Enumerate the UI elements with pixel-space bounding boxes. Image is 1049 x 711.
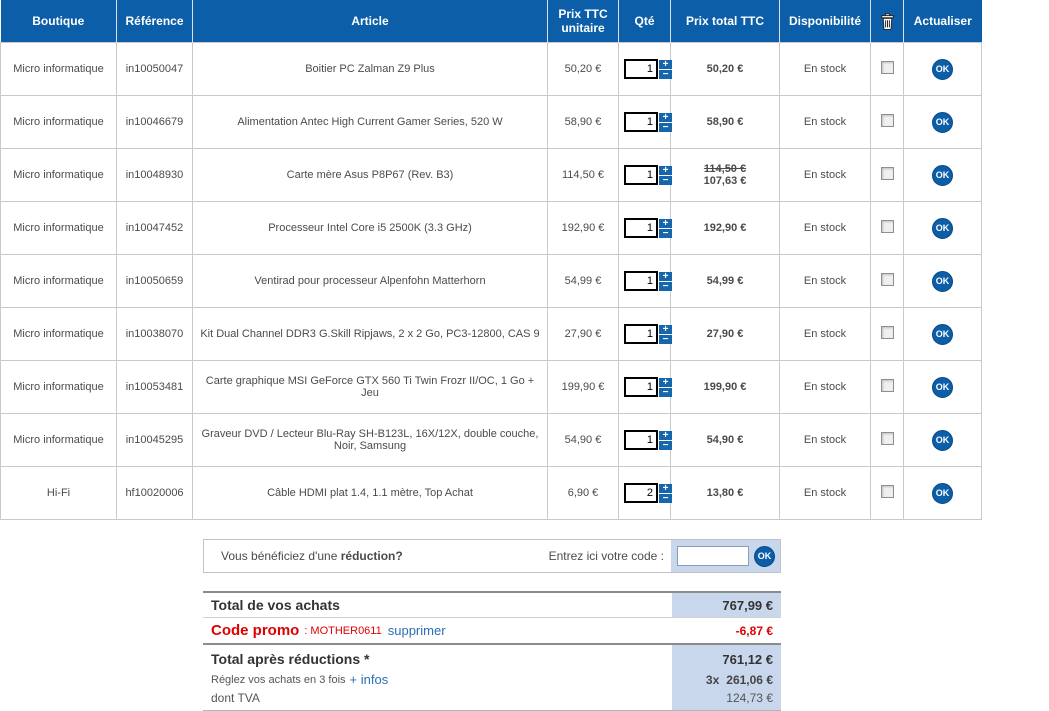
column-header-article: Article bbox=[193, 0, 548, 43]
table-row bbox=[1, 414, 982, 467]
qty-increase-button[interactable]: + bbox=[659, 219, 672, 228]
qty-input[interactable] bbox=[624, 59, 658, 79]
qty-cell bbox=[619, 43, 671, 96]
table-row bbox=[1, 308, 982, 361]
installments-text: Réglez vos achats en 3 fois bbox=[211, 673, 346, 686]
table-row bbox=[1, 255, 982, 308]
unit-price-cell: 199,90 € bbox=[548, 361, 619, 414]
delete-checkbox[interactable] bbox=[881, 379, 894, 392]
qty-cell bbox=[619, 414, 671, 467]
qty-increase-button[interactable]: + bbox=[659, 431, 672, 440]
total-price-cell: 13,80 € bbox=[671, 467, 780, 520]
installments-multiplier: 3x bbox=[705, 672, 720, 687]
qty-decrease-button[interactable]: − bbox=[659, 229, 672, 238]
qty-stepper bbox=[624, 112, 672, 132]
boutique-cell: Micro informatique bbox=[1, 361, 117, 414]
article-cell: Câble HDMI plat 1.4, 1.1 mètre, Top Achat bbox=[193, 467, 548, 520]
qty-decrease-button[interactable]: − bbox=[659, 70, 672, 79]
coupon-question bbox=[204, 540, 671, 572]
article-cell: Kit Dual Channel DDR3 G.Skill Ripjaws, 2 x 2 Go, PC3-12800, CAS 9 bbox=[193, 308, 548, 361]
availability-cell: En stock bbox=[780, 414, 871, 467]
unit-price-cell: 54,99 € bbox=[548, 255, 619, 308]
article-cell: Graveur DVD / Lecteur Blu-Ray SH-B123L, 16X/12X, double couche, Noir, Samsung bbox=[193, 414, 548, 467]
delete-cell bbox=[871, 96, 904, 149]
availability-cell: En stock bbox=[780, 149, 871, 202]
vat-value: 124,73 € bbox=[726, 691, 773, 705]
total-price-cell: 54,99 € bbox=[671, 255, 780, 308]
after-discount-labels bbox=[203, 645, 672, 710]
delete-cell bbox=[871, 467, 904, 520]
availability-cell: En stock bbox=[780, 308, 871, 361]
refresh-ok-button[interactable]: OK bbox=[932, 430, 953, 451]
delete-checkbox[interactable] bbox=[881, 485, 894, 498]
boutique-cell: Micro informatique bbox=[1, 255, 117, 308]
table-row bbox=[1, 361, 982, 414]
delete-checkbox[interactable] bbox=[881, 61, 894, 74]
refresh-cell bbox=[904, 255, 982, 308]
after-discount-label: Total après réductions * bbox=[211, 651, 370, 667]
promo-line bbox=[203, 618, 672, 643]
article-cell: Boitier PC Zalman Z9 Plus bbox=[193, 43, 548, 96]
delete-cell bbox=[871, 361, 904, 414]
total-label: Total de vos achats bbox=[211, 597, 340, 613]
delete-checkbox[interactable] bbox=[881, 167, 894, 180]
refresh-cell bbox=[904, 361, 982, 414]
qty-input[interactable] bbox=[624, 324, 658, 344]
delete-checkbox[interactable] bbox=[881, 273, 894, 286]
total-value: 767,99 € bbox=[672, 593, 781, 617]
refresh-ok-button[interactable]: OK bbox=[932, 377, 953, 398]
total-price-cell: 54,90 € bbox=[671, 414, 780, 467]
total-price-cell bbox=[671, 149, 780, 202]
refresh-ok-button[interactable]: OK bbox=[932, 483, 953, 504]
refresh-cell bbox=[904, 96, 982, 149]
delete-cell bbox=[871, 202, 904, 255]
installments-line bbox=[211, 670, 664, 689]
after-discount-value: 761,12 € bbox=[722, 651, 773, 667]
reference-cell: in10050659 bbox=[117, 255, 193, 308]
boutique-cell: Micro informatique bbox=[1, 96, 117, 149]
after-discount-block bbox=[203, 645, 781, 710]
qty-increase-button[interactable]: + bbox=[659, 484, 672, 493]
column-header-total-price: Prix total TTC bbox=[671, 0, 780, 43]
coupon-entry-zone bbox=[671, 540, 780, 572]
refresh-ok-button[interactable]: OK bbox=[932, 165, 953, 186]
qty-cell bbox=[619, 255, 671, 308]
article-cell: Carte mère Asus P8P67 (Rev. B3) bbox=[193, 149, 548, 202]
qty-increase-button[interactable]: + bbox=[659, 113, 672, 122]
delete-cell bbox=[871, 308, 904, 361]
boutique-cell: Hi-Fi bbox=[1, 467, 117, 520]
qty-input[interactable] bbox=[624, 112, 658, 132]
qty-decrease-button[interactable]: − bbox=[659, 494, 672, 503]
coupon-question-text bbox=[221, 549, 403, 563]
refresh-ok-button[interactable]: OK bbox=[932, 218, 953, 239]
unit-price-cell: 114,50 € bbox=[548, 149, 619, 202]
qty-stepper bbox=[624, 165, 672, 185]
delete-cell bbox=[871, 43, 904, 96]
unit-price-cell: 54,90 € bbox=[548, 414, 619, 467]
refresh-cell bbox=[904, 43, 982, 96]
after-discount-values bbox=[672, 645, 781, 710]
unit-price-cell: 58,90 € bbox=[548, 96, 619, 149]
installments-amount: 261,06 € bbox=[726, 672, 773, 687]
coupon-question-prefix: Vous bénéficiez d'une bbox=[221, 549, 341, 563]
column-header-qty: Qté bbox=[619, 0, 671, 43]
article-cell: Processeur Intel Core i5 2500K (3.3 GHz) bbox=[193, 202, 548, 255]
qty-increase-button[interactable]: + bbox=[659, 272, 672, 281]
qty-increase-button[interactable]: + bbox=[659, 166, 672, 175]
coupon-code-label: Entrez ici votre code : bbox=[548, 549, 664, 563]
promo-remove-link[interactable]: supprimer bbox=[387, 623, 446, 638]
reference-cell: in10047452 bbox=[117, 202, 193, 255]
qty-increase-button[interactable]: + bbox=[659, 60, 672, 69]
refresh-ok-button[interactable]: OK bbox=[932, 59, 953, 80]
qty-cell bbox=[619, 96, 671, 149]
qty-decrease-button[interactable]: − bbox=[659, 441, 672, 450]
qty-decrease-button[interactable]: − bbox=[659, 123, 672, 132]
qty-stepper bbox=[624, 59, 672, 79]
qty-stepper bbox=[624, 430, 672, 450]
article-cell: Carte graphique MSI GeForce GTX 560 Ti Twin Frozr II/OC, 1 Go + Jeu bbox=[193, 361, 548, 414]
qty-stepper bbox=[624, 483, 672, 503]
unit-price-cell: 192,90 € bbox=[548, 202, 619, 255]
installments-info-link[interactable]: + infos bbox=[349, 672, 389, 687]
qty-cell bbox=[619, 308, 671, 361]
column-header-actualiser: Actualiser bbox=[904, 0, 982, 43]
unit-price-cell: 6,90 € bbox=[548, 467, 619, 520]
availability-cell: En stock bbox=[780, 361, 871, 414]
column-header-boutique: Boutique bbox=[1, 0, 117, 43]
boutique-cell: Micro informatique bbox=[1, 202, 117, 255]
refresh-cell bbox=[904, 308, 982, 361]
availability-cell: En stock bbox=[780, 202, 871, 255]
article-cell: Alimentation Antec High Current Gamer Series, 520 W bbox=[193, 96, 548, 149]
refresh-ok-button[interactable]: OK bbox=[932, 112, 953, 133]
qty-cell bbox=[619, 467, 671, 520]
reference-cell: in10046679 bbox=[117, 96, 193, 149]
qty-decrease-button[interactable]: − bbox=[659, 176, 672, 185]
qty-decrease-button[interactable]: − bbox=[659, 388, 672, 397]
qty-input[interactable] bbox=[624, 377, 658, 397]
vat-label: dont TVA bbox=[211, 691, 260, 705]
table-row bbox=[1, 202, 982, 255]
qty-increase-button[interactable]: + bbox=[659, 325, 672, 334]
qty-input[interactable] bbox=[624, 165, 658, 185]
table-row bbox=[1, 149, 982, 202]
qty-cell bbox=[619, 149, 671, 202]
refresh-ok-button[interactable]: OK bbox=[932, 324, 953, 345]
delete-checkbox[interactable] bbox=[881, 114, 894, 127]
qty-cell bbox=[619, 361, 671, 414]
qty-decrease-button[interactable]: − bbox=[659, 282, 672, 291]
trash-icon bbox=[880, 13, 895, 27]
refresh-ok-button[interactable]: OK bbox=[932, 271, 953, 292]
delete-checkbox[interactable] bbox=[881, 432, 894, 445]
qty-stepper bbox=[624, 271, 672, 291]
promo-value: -6,87 € bbox=[735, 623, 773, 638]
reference-cell: in10050047 bbox=[117, 43, 193, 96]
total-price-cell: 27,90 € bbox=[671, 308, 780, 361]
coupon-bar bbox=[203, 539, 781, 573]
coupon-ok-button[interactable]: OK bbox=[754, 546, 775, 567]
table-header-row bbox=[1, 0, 982, 43]
total-row bbox=[203, 593, 781, 618]
qty-decrease-button[interactable]: − bbox=[659, 335, 672, 344]
qty-stepper bbox=[624, 218, 672, 238]
qty-stepper bbox=[624, 377, 672, 397]
refresh-cell bbox=[904, 149, 982, 202]
reference-cell: hf10020006 bbox=[117, 467, 193, 520]
boutique-cell: Micro informatique bbox=[1, 308, 117, 361]
old-total-price: 114,50 € bbox=[703, 163, 747, 175]
table-row bbox=[1, 43, 982, 96]
qty-cell bbox=[619, 202, 671, 255]
table-row bbox=[1, 96, 982, 149]
availability-cell: En stock bbox=[780, 96, 871, 149]
availability-cell: En stock bbox=[780, 255, 871, 308]
delete-checkbox[interactable] bbox=[881, 326, 894, 339]
promo-row bbox=[203, 618, 781, 645]
boutique-cell: Micro informatique bbox=[1, 149, 117, 202]
refresh-cell bbox=[904, 414, 982, 467]
unit-price-cell: 50,20 € bbox=[548, 43, 619, 96]
availability-cell: En stock bbox=[780, 43, 871, 96]
total-price-cell: 58,90 € bbox=[671, 96, 780, 149]
total-price-cell: 50,20 € bbox=[671, 43, 780, 96]
qty-stepper bbox=[624, 324, 672, 344]
article-cell: Ventirad pour processeur Alpenfohn Matterhorn bbox=[193, 255, 548, 308]
column-header-availability: Disponibilité bbox=[780, 0, 871, 43]
qty-increase-button[interactable]: + bbox=[659, 378, 672, 387]
unit-price-cell: 27,90 € bbox=[548, 308, 619, 361]
promo-label: Code promo bbox=[211, 622, 300, 639]
qty-input[interactable] bbox=[624, 430, 658, 450]
reference-cell: in10048930 bbox=[117, 149, 193, 202]
total-price-cell: 192,90 € bbox=[671, 202, 780, 255]
column-header-delete bbox=[871, 0, 904, 43]
promo-code: MOTHER0611 bbox=[310, 624, 382, 637]
refresh-cell bbox=[904, 202, 982, 255]
promo-separator: : bbox=[304, 624, 308, 637]
reference-cell: in10053481 bbox=[117, 361, 193, 414]
refresh-cell bbox=[904, 467, 982, 520]
table-row bbox=[1, 467, 982, 520]
reference-cell: in10045295 bbox=[117, 414, 193, 467]
qty-input[interactable] bbox=[624, 218, 658, 238]
column-header-reference: Référence bbox=[117, 0, 193, 43]
qty-input[interactable] bbox=[624, 483, 658, 503]
delete-cell bbox=[871, 255, 904, 308]
delete-cell bbox=[871, 414, 904, 467]
coupon-question-bold: réduction? bbox=[340, 549, 403, 563]
column-header-unit-price: Prix TTC unitaire bbox=[548, 0, 619, 43]
delete-cell bbox=[871, 149, 904, 202]
discounted-total-price: 107,63 € bbox=[703, 175, 747, 187]
total-price-cell: 199,90 € bbox=[671, 361, 780, 414]
qty-input[interactable] bbox=[624, 271, 658, 291]
availability-cell: En stock bbox=[780, 467, 871, 520]
totals-panel bbox=[203, 591, 781, 711]
installments-value bbox=[706, 670, 773, 689]
boutique-cell: Micro informatique bbox=[1, 43, 117, 96]
coupon-code-input[interactable] bbox=[677, 546, 749, 566]
delete-checkbox[interactable] bbox=[881, 220, 894, 233]
reference-cell: in10038070 bbox=[117, 308, 193, 361]
boutique-cell: Micro informatique bbox=[1, 414, 117, 467]
